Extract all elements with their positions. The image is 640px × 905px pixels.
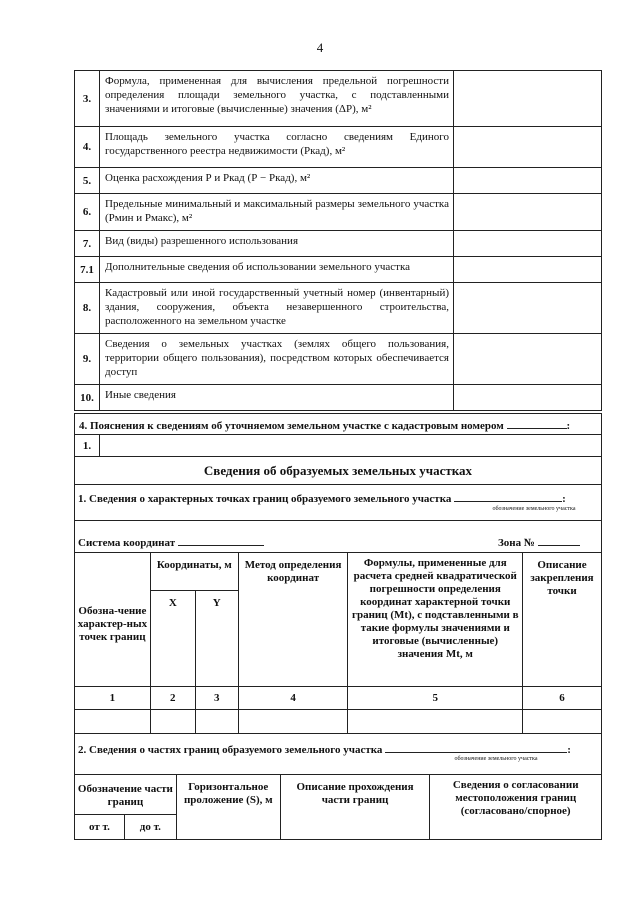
row-value [454,71,601,126]
row-number: 4. [75,127,100,167]
clarification-row [74,435,602,457]
column-number: 5 [348,687,523,710]
col-part-designation: Обозначение части границ [75,775,177,815]
parcel-designation-blank-2 [385,741,567,753]
row-label: Площадь земельного участка согласно сведениям Единого государственного реестра недвижимости (Ркад), м² [100,127,454,167]
row-value [454,127,601,167]
row-label: Оценка расхождения Р и Ркад (Р − Ркад), м² [100,168,454,193]
section-1 [78,490,566,505]
boundary-parts-table [74,774,602,840]
row-value [454,257,601,282]
row-label: Сведения о земельных участках (землях общего пользования, территории общего пользования), посредством которых обеспечивается доступ [100,334,454,384]
row-label: Иные сведения [100,385,454,410]
zone-label: Зона № [498,537,535,549]
row-value [454,168,601,193]
row-value [454,194,601,230]
row-number: 7. [75,231,100,256]
table-row [74,256,602,282]
table-row [74,70,602,126]
divider [74,484,602,485]
col-y: Y [195,591,238,687]
col-agreement: Сведения о согласовании местоположения границ (согласовано/спорное) [430,775,602,840]
section-2-colon: : [567,744,571,756]
table-row [74,282,602,333]
coord-system-line [78,534,264,549]
row-number: 5. [75,168,100,193]
section-4-clarification [74,413,602,435]
col-x: X [150,591,195,687]
section-1-text: 1. Сведения о характерных точках границ образуемого земельного участка [78,493,452,505]
section-2 [78,741,571,756]
column-number: 2 [150,687,195,710]
table-row [74,126,602,167]
row-label: Дополнительные сведения об использовании земельного участка [100,257,454,282]
row-value [454,385,601,410]
section-1-caption: обозначение земельного участка [492,506,576,512]
col-to: до т. [124,815,176,840]
table-row [74,167,602,193]
section-1-colon: : [562,493,566,505]
page-number: 4 [316,40,324,55]
row-number: 6. [75,194,100,230]
column-numbers-row [75,687,602,710]
row-value [454,231,601,256]
zone-blank [538,534,580,546]
row-label: Формула, примененная для вычисления предельной погрешности определения площади земельного участка, с подставленными значениями и итоговые (вычисленные) значения (ΔР), м² [100,71,454,126]
col-method: Метод определения координат [238,553,348,687]
row-label: Кадастровый или иной государственный учетный номер (инвентарный) здания, сооружения, объекта незавершенного строительства, расположенного на земельном участке [100,283,454,333]
col-designation: Обозна-чение характер-ных точек границ [75,553,151,687]
coord-system-blank [178,534,264,546]
column-number: 6 [523,687,602,710]
col-passage-description: Описание прохождения части границ [280,775,430,840]
table-row [74,333,602,384]
cadastral-number-blank [507,417,567,429]
section-4-colon: : [566,420,571,432]
row-label: Вид (виды) разрешенного использования [100,231,454,256]
table-row [74,384,602,411]
column-number: 1 [75,687,151,710]
col-formula: Формулы, примененные для расчета средней квадратической погрешности определения координат характерной точки границ (Mt), с подставленными в такие формулы значениями и итоговые (вычисленные) значения Mt, м [348,553,523,687]
row-value [454,334,601,384]
row-value [454,283,601,333]
clarification-value [100,435,601,456]
col-description: Описание закрепления точки [523,553,602,687]
section-2-caption: обозначение земельного участка [454,756,538,762]
row-number: 10. [75,385,100,410]
parcel-designation-blank [454,490,562,502]
boundary-points-table [74,552,602,734]
coord-system-label: Система координат [78,537,176,549]
section-2-text: 2. Сведения о частях границ образуемого земельного участка [78,744,383,756]
table-row [74,193,602,230]
col-coordinates: Координаты, м [150,553,238,591]
row-label: Предельные минимальный и максимальный размеры земельного участка (Рмин и Рмакс), м² [100,194,454,230]
row-number: 8. [75,283,100,333]
land-info-table [74,70,602,411]
row-number: 9. [75,334,100,384]
col-from: от т. [75,815,125,840]
zone-line [498,534,580,549]
row-number: 7.1 [75,257,100,282]
row-number: 1. [75,435,100,456]
column-number: 3 [195,687,238,710]
column-number: 4 [238,687,348,710]
col-horizontal: Горизонтальное проложение (S), м [176,775,280,840]
table-row [74,230,602,256]
section-4-text: 4. Пояснения к сведениям об уточняемом земельном участке с кадастровым номером [79,420,504,432]
empty-data-row [75,710,602,734]
row-number: 3. [75,71,100,126]
divider [74,520,602,521]
new-parcels-heading: Сведения об образуемых земельных участках [203,463,473,478]
